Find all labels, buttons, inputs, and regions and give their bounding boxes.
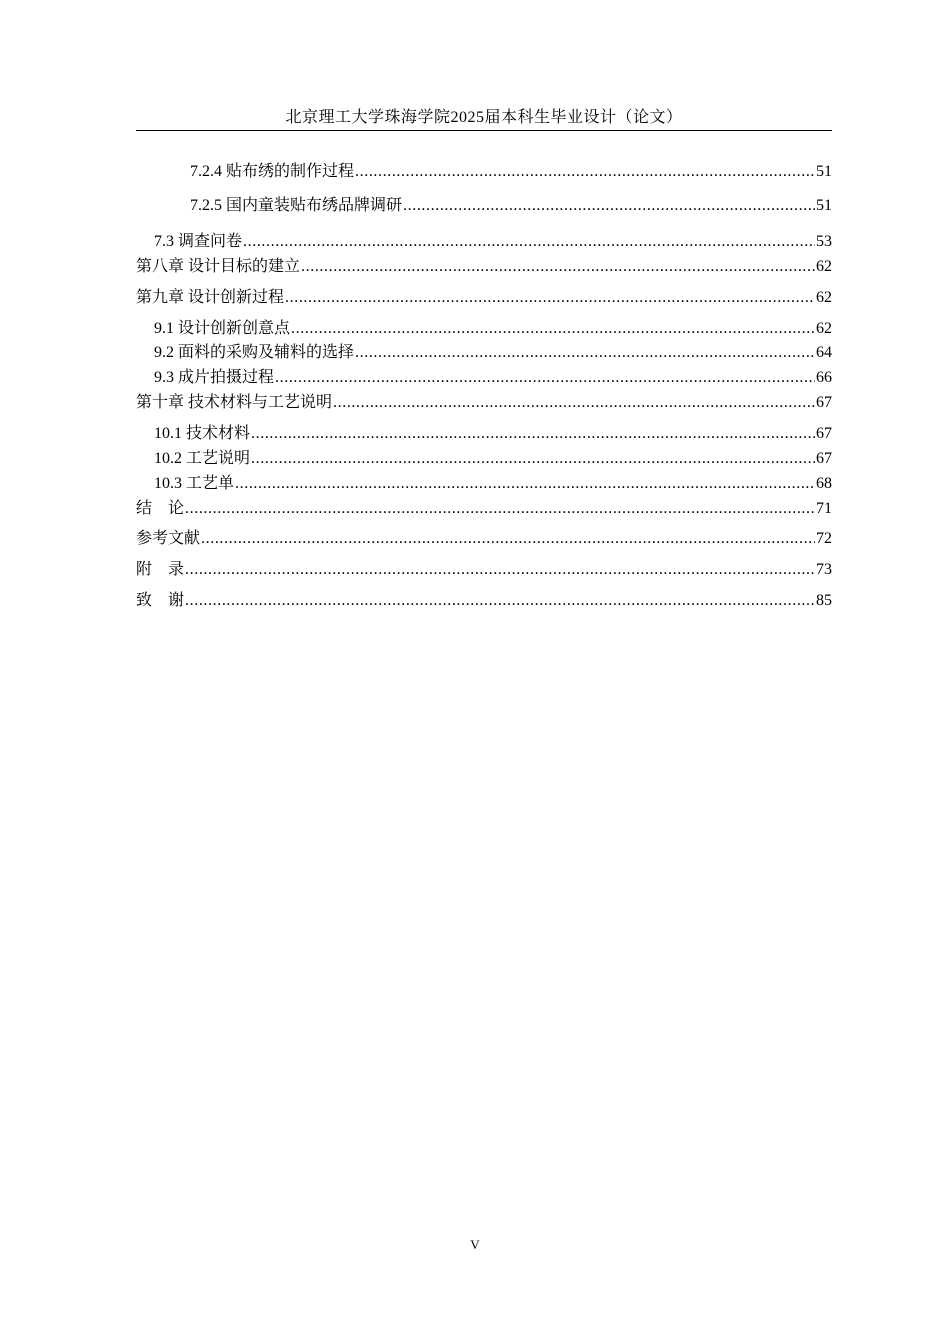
page-header: 北京理工大学珠海学院2025届本科生毕业设计（论文）: [285, 109, 683, 126]
toc-entry[interactable]: [136, 559, 832, 581]
toc-entry-page: 67: [816, 394, 832, 411]
toc-entry-title: 第八章 设计目标的建立: [136, 258, 301, 275]
toc-dot-leader: [275, 367, 815, 389]
toc-entry-page: 68: [816, 475, 832, 492]
toc-dot-leader: [243, 231, 815, 253]
toc-dot-leader: [355, 161, 815, 183]
toc-entry[interactable]: [136, 231, 832, 253]
toc-entry-page: 51: [816, 163, 832, 180]
header-rule: [136, 130, 832, 131]
toc-entry-title: 7.3 调查问卷: [154, 233, 243, 250]
toc-dot-leader: [355, 342, 815, 364]
toc-entry-page: 66: [816, 369, 832, 386]
toc-entry[interactable]: [136, 498, 832, 520]
toc-dot-leader: [285, 287, 815, 309]
toc-entry-title: 参考文献: [136, 530, 201, 547]
toc-entry-page: 67: [816, 425, 832, 442]
toc-entry-title: 结 论: [136, 500, 185, 517]
toc-entry-title: 9.2 面料的采购及辅料的选择: [154, 344, 355, 361]
toc-entry[interactable]: [136, 287, 832, 309]
toc-entry-title: 致 谢: [136, 592, 185, 609]
toc-dot-leader: [251, 423, 815, 445]
toc-entry-page: 67: [816, 450, 832, 467]
toc-entry-title: 9.3 成片拍摄过程: [154, 369, 275, 386]
toc-entry[interactable]: [136, 318, 832, 340]
toc-entry-title: 7.2.5 国内童装贴布绣品牌调研: [190, 197, 403, 214]
toc-entry[interactable]: [136, 342, 832, 364]
toc-dot-leader: [301, 256, 815, 278]
toc-dot-leader: [185, 559, 815, 581]
toc-entry[interactable]: [136, 161, 832, 183]
toc-entry-title: 9.1 设计创新创意点: [154, 320, 291, 337]
toc-entry[interactable]: [136, 392, 832, 414]
toc-entry-page: 53: [816, 233, 832, 250]
toc-entry-page: 51: [816, 197, 832, 214]
toc-entry-page: 62: [816, 258, 832, 275]
toc-entry-title: 第十章 技术材料与工艺说明: [136, 394, 333, 411]
toc-entry[interactable]: [136, 448, 832, 470]
toc-entry[interactable]: [136, 367, 832, 389]
toc-entry-title: 附 录: [136, 561, 185, 578]
toc-entry[interactable]: [136, 528, 832, 550]
toc-entry[interactable]: [136, 590, 832, 612]
page-number: V: [470, 1237, 480, 1252]
toc-entry-page: 73: [816, 561, 832, 578]
toc-entry[interactable]: [136, 473, 832, 495]
toc-entry-page: 62: [816, 320, 832, 337]
toc-dot-leader: [403, 195, 815, 217]
toc-dot-leader: [185, 498, 815, 520]
toc-dot-leader: [201, 528, 815, 550]
toc-dot-leader: [291, 318, 815, 340]
toc-entry-page: 72: [816, 530, 832, 547]
toc-dot-leader: [185, 590, 815, 612]
toc-dot-leader: [251, 448, 815, 470]
toc-entry-title: 10.3 工艺单: [154, 475, 235, 492]
toc-entry-page: 64: [816, 344, 832, 361]
toc-entry-page: 62: [816, 289, 832, 306]
toc-entry[interactable]: [136, 423, 832, 445]
toc-entry-title: 10.2 工艺说明: [154, 450, 251, 467]
toc-entry-page: 85: [816, 592, 832, 609]
toc-dot-leader: [333, 392, 815, 414]
toc-entry-page: 71: [816, 500, 832, 517]
toc-dot-leader: [235, 473, 815, 495]
toc-entry-title: 7.2.4 贴布绣的制作过程: [190, 163, 355, 180]
toc-entry[interactable]: [136, 256, 832, 278]
toc-entry-title: 第九章 设计创新过程: [136, 289, 285, 306]
toc-entry[interactable]: [136, 195, 832, 217]
toc-entry-title: 10.1 技术材料: [154, 425, 251, 442]
